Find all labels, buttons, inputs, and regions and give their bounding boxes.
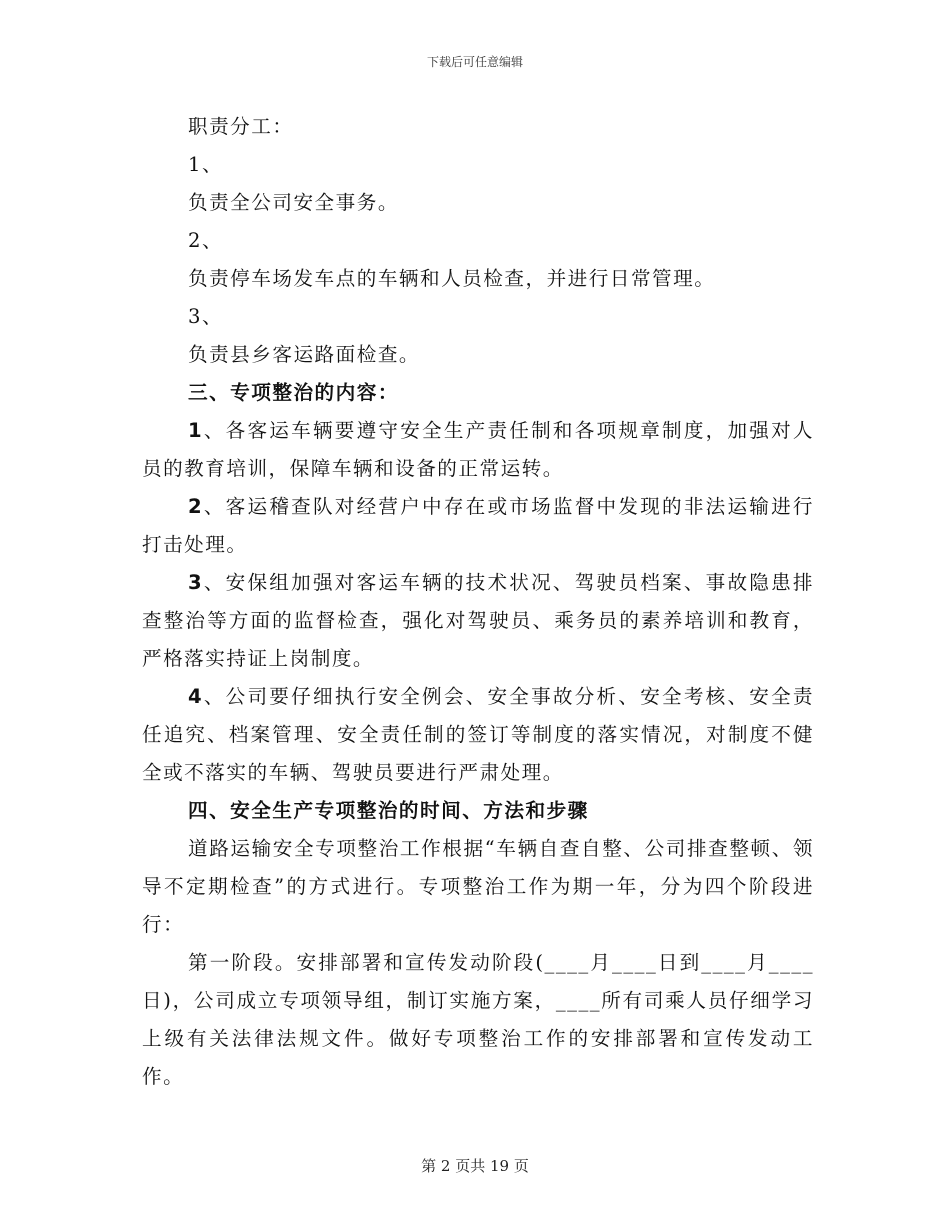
paragraph: 负责全公司安全事务。 [188,191,399,214]
paragraph: 职责分工： [188,115,294,138]
item-number: 2 [188,495,204,518]
document-body [142,108,814,1096]
item-text: 、安保组加强对客运车辆的技术状况、驾驶员档案、事故隐患排查整治等方面的监督检查，强化对驾驶员、乘务员的素养培训和教育，严格落实持证上岗制度。 [142,571,814,670]
list-item [142,678,814,792]
page-footer: 第 2 页共 19 页 [421,1157,529,1175]
item-text: 、公司要仔细执行安全例会、安全事故分析、安全考核、安全责任追究、档案管理、安全责任制的签订等制度的落实情况，对制度不健全或不落实的车辆、驾驶员要进行严肃处理。 [142,685,814,784]
paragraph: 第一阶段。安排部署和宣传发动阶段(____月____日到____月____日)，公司成立专项领导组，制订实施方案，____所有司乘人员仔细学习上级有关法律法规文件。做好专项整治工作的安排部署和宣传发动工作。 [142,951,814,1088]
section-heading: 三、专项整治的内容： [188,381,399,404]
item-number: 3 [188,571,204,594]
item-number: 4 [188,685,204,708]
paragraph: 道路运输安全专项整治工作根据“车辆自查自整、公司排查整顿、领导不定期检查”的方式进行。专项整治工作为期一年，分为四个阶段进行： [142,837,814,936]
list-number: 1、 [188,153,224,176]
list-item [142,488,814,564]
item-text: 、客运稽查队对经营户中存在或市场监督中发现的非法运输进行打击处理。 [142,495,814,556]
item-number: 1 [188,419,204,442]
section-heading: 四、安全生产专项整治的时间、方法和步骤 [188,799,589,822]
paragraph: 负责县乡客运路面检查。 [188,343,421,366]
list-number: 2、 [188,229,224,252]
list-item [142,412,814,488]
list-number: 3、 [188,305,224,328]
item-text: 、各客运车辆要遵守安全生产责任制和各项规章制度，加强对人员的教育培训，保障车辆和设备的正常运转。 [142,419,814,480]
paragraph: 负责停车场发车点的车辆和人员检查，并进行日常管理。 [188,267,716,290]
page-header: 下载后可任意编辑 [426,55,523,69]
list-item [142,564,814,678]
